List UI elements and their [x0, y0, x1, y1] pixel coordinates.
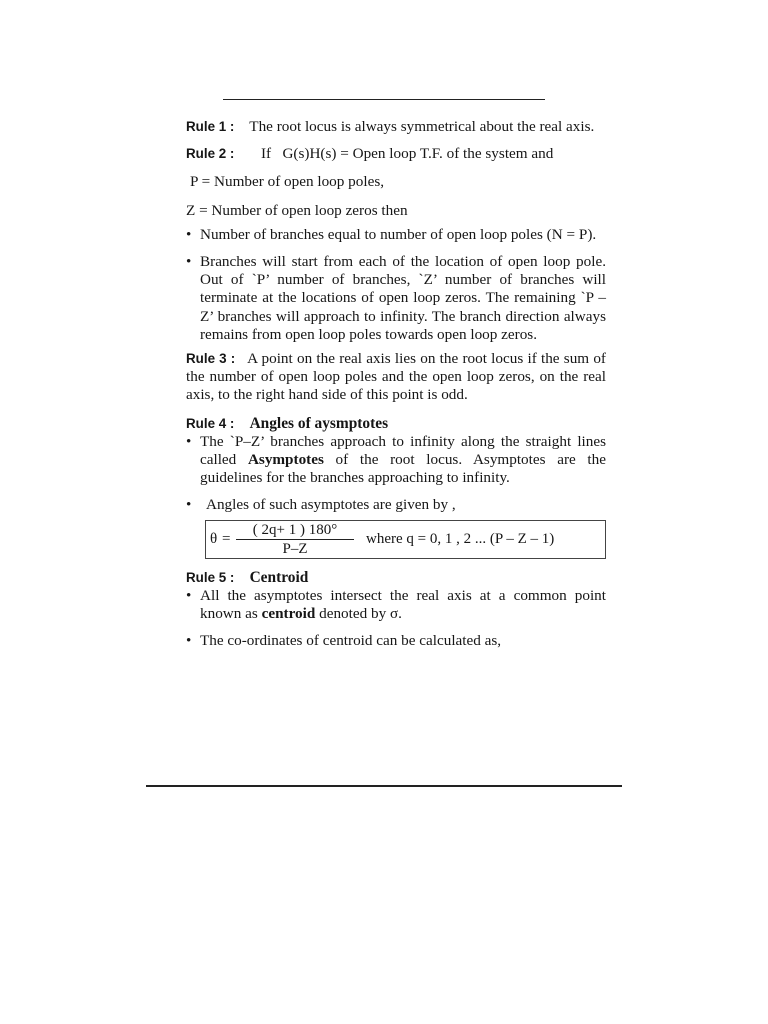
formula-fraction	[236, 522, 354, 557]
rule-2-tag: Rule 2 :	[186, 146, 235, 162]
rule-2-if: If	[260, 145, 272, 163]
rule-1-tag: Rule 1 :	[186, 119, 235, 134]
rule-2-paragraph	[186, 145, 606, 163]
formula-denominator: P–Z	[282, 540, 308, 557]
bullet-dot: •	[186, 632, 192, 650]
bullet-dot: •	[186, 586, 192, 604]
rule-1-text: The root locus is always symmetrical about the real axis.	[249, 118, 595, 135]
top-rule	[223, 99, 545, 100]
rule-1-paragraph	[186, 118, 606, 136]
rule-2-bullet-1: • Number of branches equal to number of open loop poles (N = P).	[186, 225, 597, 243]
z-definition: Z = Number of open loop zeros then	[186, 201, 408, 219]
rule-4-title: Angles of aysmptotes	[249, 414, 389, 432]
rule-2-definition: G(s)H(s) = Open loop T.F. of the system and	[282, 145, 554, 163]
bullet-dot: •	[186, 253, 192, 271]
bullet-dot: •	[186, 496, 192, 514]
rule-5-heading	[186, 569, 606, 587]
bullet-dot: •	[186, 225, 192, 243]
formula-theta: θ	[210, 530, 218, 547]
formula-equals: =	[222, 530, 231, 547]
asymptote-angle-formula	[205, 520, 606, 559]
rule-2-bullet-2: • Branches will start from each of the location of open loop pole. Out of `P’ number of branches, `Z’ number of branches will terminate at the locations of open loop zeros. The remaining `P – Z’ branches will approach to infinity. The branch direction always remains from open loop poles towards open loop zeros.	[186, 253, 606, 343]
rule-4-heading	[186, 415, 606, 433]
bottom-rule	[146, 785, 622, 787]
rule-4-bullet-1: • The `P–Z’ branches approach to infinity along the straight lines called Asymptotes of the root locus. Asymptotes are the guidelines for the branches approaching to infinity.	[186, 432, 606, 487]
rule-5-bullet-1: • All the asymptotes intersect the real axis at a common point known as centroid denoted by σ.	[186, 586, 606, 623]
centroid-term: centroid	[261, 605, 316, 623]
rule-4-tag: Rule 4 :	[186, 415, 235, 431]
rule-4-bullet-2: • Angles of such asymptotes are given by ,	[186, 496, 456, 514]
asymptotes-term: Asymptotes	[247, 451, 324, 469]
rule-3-paragraph	[186, 350, 606, 405]
rule-5-tag: Rule 5 :	[186, 569, 235, 585]
page-content	[186, 118, 606, 650]
p-definition: P = Number of open loop poles,	[190, 173, 385, 191]
rule-3-tag: Rule 3 :	[186, 351, 236, 367]
rule-5-title: Centroid	[249, 568, 309, 586]
rule-5-bullet-2: • The co-ordinates of centroid can be calculated as,	[186, 632, 502, 650]
formula-where-clause: where q = 0, 1 , 2 ... (P – Z – 1)	[366, 530, 555, 547]
rule-3-text: A point on the real axis lies on the root locus if the sum of the number of open loop poles and the open loop zeros, on the real axis, to the right hand side of this point is odd.	[186, 350, 606, 404]
formula-numerator: ( 2q+ 1 ) 180°	[236, 522, 354, 540]
bullet-dot: •	[186, 432, 192, 450]
